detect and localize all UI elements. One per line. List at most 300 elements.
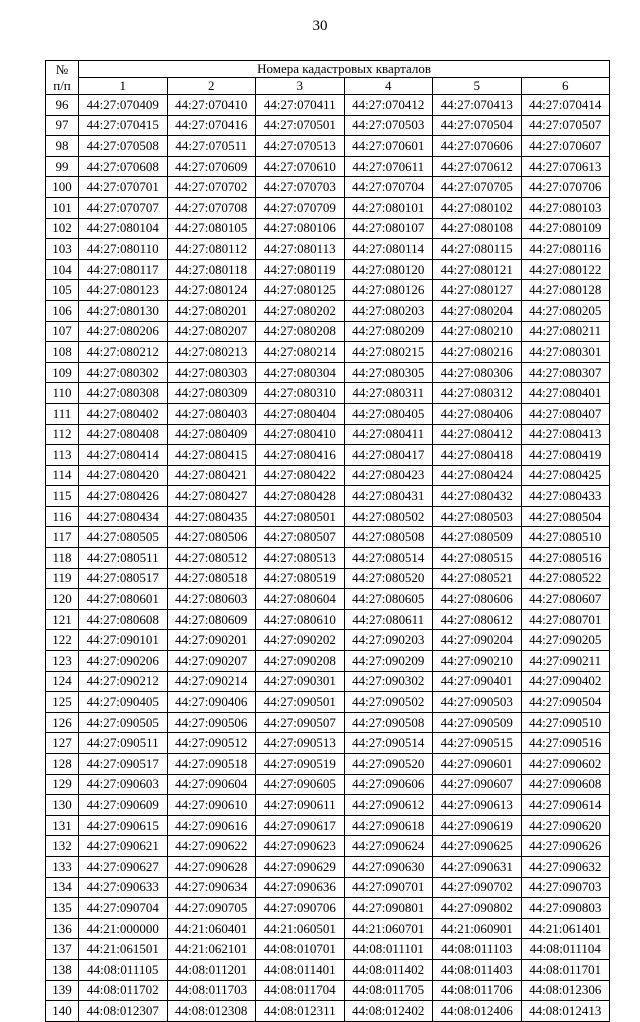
- row-number-cell: 128: [46, 754, 79, 775]
- cadastral-number-cell: 44:27:080414: [79, 445, 168, 466]
- table-row: [46, 877, 610, 898]
- cadastral-number-cell: 44:27:080103: [521, 197, 610, 218]
- cadastral-number-cell: 44:27:080435: [167, 506, 256, 527]
- table-row: [46, 136, 610, 157]
- cadastral-number-cell: 44:27:080424: [433, 465, 522, 486]
- cadastral-number-cell: 44:27:090802: [433, 898, 522, 919]
- cadastral-number-cell: 44:27:080606: [433, 589, 522, 610]
- cadastral-number-cell: 44:27:080427: [167, 486, 256, 507]
- table-row: [46, 465, 610, 486]
- cadastral-number-cell: 44:27:080502: [344, 506, 433, 527]
- row-number-cell: 96: [46, 95, 79, 116]
- cadastral-number-cell: 44:27:080407: [521, 403, 610, 424]
- table-row: [46, 774, 610, 795]
- cadastral-number-cell: 44:21:061401: [521, 918, 610, 939]
- cadastral-number-cell: 44:27:090623: [256, 836, 345, 857]
- cadastral-number-cell: 44:08:011703: [167, 980, 256, 1001]
- table-row: [46, 197, 610, 218]
- cadastral-number-cell: 44:27:090803: [521, 898, 610, 919]
- cadastral-number-cell: 44:27:080501: [256, 506, 345, 527]
- cadastral-number-cell: 44:27:080201: [167, 300, 256, 321]
- cadastral-number-cell: 44:27:070607: [521, 136, 610, 157]
- cadastral-number-cell: 44:27:090506: [167, 712, 256, 733]
- cadastral-number-cell: 44:27:090401: [433, 671, 522, 692]
- cadastral-number-cell: 44:27:080406: [433, 403, 522, 424]
- cadastral-number-cell: 44:27:080208: [256, 321, 345, 342]
- cadastral-number-cell: 44:27:080312: [433, 383, 522, 404]
- row-number-cell: 112: [46, 424, 79, 445]
- cadastral-number-cell: 44:27:080408: [79, 424, 168, 445]
- cadastral-number-cell: 44:27:080108: [433, 218, 522, 239]
- table-row: [46, 342, 610, 363]
- cadastral-number-cell: 44:27:080432: [433, 486, 522, 507]
- cadastral-number-cell: 44:08:011105: [79, 959, 168, 980]
- cadastral-number-cell: 44:27:070504: [433, 115, 522, 136]
- cadastral-number-cell: 44:27:090302: [344, 671, 433, 692]
- cadastral-number-cell: 44:27:080409: [167, 424, 256, 445]
- cadastral-number-cell: 44:27:080411: [344, 424, 433, 445]
- cadastral-number-cell: 44:27:090508: [344, 712, 433, 733]
- cadastral-number-cell: 44:27:090618: [344, 815, 433, 836]
- cadastral-number-cell: 44:27:080113: [256, 239, 345, 260]
- cadastral-number-cell: 44:27:090801: [344, 898, 433, 919]
- table-row: [46, 980, 610, 1001]
- row-number-cell: 105: [46, 280, 79, 301]
- table-row: [46, 918, 610, 939]
- cadastral-number-cell: 44:27:090615: [79, 815, 168, 836]
- cadastral-number-cell: 44:27:080101: [344, 197, 433, 218]
- cadastral-number-cell: 44:27:080513: [256, 548, 345, 569]
- cadastral-number-cell: 44:27:080415: [167, 445, 256, 466]
- row-number-cell: 103: [46, 239, 79, 260]
- cadastral-number-cell: 44:27:080205: [521, 300, 610, 321]
- cadastral-number-cell: 44:08:011402: [344, 959, 433, 980]
- column-number-header: 4: [344, 78, 433, 95]
- cadastral-number-cell: 44:27:070705: [433, 177, 522, 198]
- cadastral-number-cell: 44:08:011706: [433, 980, 522, 1001]
- table-row: [46, 568, 610, 589]
- cadastral-number-cell: 44:27:090613: [433, 795, 522, 816]
- cadastral-number-cell: 44:27:080522: [521, 568, 610, 589]
- cadastral-number-cell: 44:27:080124: [167, 280, 256, 301]
- cadastral-number-cell: 44:27:080120: [344, 259, 433, 280]
- row-number-cell: 115: [46, 486, 79, 507]
- table-row: [46, 239, 610, 260]
- cadastral-number-cell: 44:27:090616: [167, 815, 256, 836]
- cadastral-number-cell: 44:27:080125: [256, 280, 345, 301]
- cadastral-number-cell: 44:27:080609: [167, 609, 256, 630]
- cadastral-number-cell: 44:27:070701: [79, 177, 168, 198]
- cadastral-number-cell: 44:08:011201: [167, 959, 256, 980]
- row-number-cell: 98: [46, 136, 79, 157]
- cadastral-number-cell: 44:27:080610: [256, 609, 345, 630]
- cadastral-number-cell: 44:27:090405: [79, 692, 168, 713]
- cadastral-number-cell: 44:27:090505: [79, 712, 168, 733]
- cadastral-number-cell: 44:27:090619: [433, 815, 522, 836]
- cadastral-number-cell: 44:27:090622: [167, 836, 256, 857]
- cadastral-number-cell: 44:27:080212: [79, 342, 168, 363]
- cadastral-number-cell: 44:08:012307: [79, 1001, 168, 1022]
- cadastral-number-cell: 44:08:011101: [344, 939, 433, 960]
- cadastral-number-cell: 44:27:090514: [344, 733, 433, 754]
- cadastral-number-cell: 44:27:080126: [344, 280, 433, 301]
- cadastral-number-cell: 44:08:010701: [256, 939, 345, 960]
- row-number-cell: 106: [46, 300, 79, 321]
- table-row: [46, 651, 610, 672]
- cadastral-number-cell: 44:27:070414: [521, 95, 610, 116]
- cadastral-number-cell: 44:27:090702: [433, 877, 522, 898]
- cadastral-number-cell: 44:08:012413: [521, 1001, 610, 1022]
- table-row: [46, 609, 610, 630]
- cadastral-number-cell: 44:27:070703: [256, 177, 345, 198]
- cadastral-number-cell: 44:27:080507: [256, 527, 345, 548]
- cadastral-number-cell: 44:27:080426: [79, 486, 168, 507]
- cadastral-number-cell: 44:27:080305: [344, 362, 433, 383]
- cadastral-number-cell: 44:27:070508: [79, 136, 168, 157]
- column-number-header: 1: [79, 78, 168, 95]
- table-row: [46, 156, 610, 177]
- row-number-cell: 122: [46, 630, 79, 651]
- table-row: [46, 712, 610, 733]
- cadastral-number-cell: 44:27:080506: [167, 527, 256, 548]
- cadastral-number-cell: 44:27:080110: [79, 239, 168, 260]
- cadastral-number-cell: 44:27:080213: [167, 342, 256, 363]
- cadastral-number-cell: 44:21:060901: [433, 918, 522, 939]
- cadastral-number-cell: 44:27:090606: [344, 774, 433, 795]
- cadastral-number-cell: 44:27:080128: [521, 280, 610, 301]
- cadastral-number-cell: 44:27:080202: [256, 300, 345, 321]
- cadastral-number-cell: 44:27:070601: [344, 136, 433, 157]
- cadastral-number-cell: 44:27:090612: [344, 795, 433, 816]
- cadastral-number-cell: 44:27:090627: [79, 856, 168, 877]
- group-header: Номера кадастровых кварталов: [79, 61, 610, 78]
- cadastral-number-cell: 44:27:090516: [521, 733, 610, 754]
- cadastral-number-cell: 44:27:080518: [167, 568, 256, 589]
- cadastral-number-cell: 44:27:090631: [433, 856, 522, 877]
- row-number-cell: 138: [46, 959, 79, 980]
- cadastral-number-cell: 44:27:090208: [256, 651, 345, 672]
- cadastral-number-cell: 44:08:012406: [433, 1001, 522, 1022]
- cadastral-number-cell: 44:27:090601: [433, 754, 522, 775]
- cadastral-number-cell: 44:21:000000: [79, 918, 168, 939]
- cadastral-number-cell: 44:08:011702: [79, 980, 168, 1001]
- cadastral-number-cell: 44:27:080118: [167, 259, 256, 280]
- cadastral-number-cell: 44:27:080215: [344, 342, 433, 363]
- table-row: [46, 815, 610, 836]
- cadastral-number-cell: 44:27:080412: [433, 424, 522, 445]
- cadastral-number-cell: 44:27:080511: [79, 548, 168, 569]
- cadastral-number-cell: 44:27:090211: [521, 651, 610, 672]
- cadastral-number-cell: 44:27:070501: [256, 115, 345, 136]
- table-row: [46, 836, 610, 857]
- cadastral-number-cell: 44:27:090614: [521, 795, 610, 816]
- cadastral-number-cell: 44:27:080405: [344, 403, 433, 424]
- cadastral-number-cell: 44:27:080410: [256, 424, 345, 445]
- column-number-header: 6: [521, 78, 610, 95]
- cadastral-number-cell: 44:27:070511: [167, 136, 256, 157]
- cadastral-number-cell: 44:27:070609: [167, 156, 256, 177]
- cadastral-number-cell: 44:27:070503: [344, 115, 433, 136]
- table-row: [46, 671, 610, 692]
- cadastral-number-cell: 44:27:090636: [256, 877, 345, 898]
- table-body: [46, 95, 610, 1022]
- cadastral-number-cell: 44:27:080104: [79, 218, 168, 239]
- cadastral-number-cell: 44:27:090504: [521, 692, 610, 713]
- cadastral-number-cell: 44:27:090705: [167, 898, 256, 919]
- row-number-cell: 134: [46, 877, 79, 898]
- row-number-cell: 113: [46, 445, 79, 466]
- cadastral-number-cell: 44:27:080109: [521, 218, 610, 239]
- cadastral-number-cell: 44:21:060501: [256, 918, 345, 939]
- cadastral-number-cell: 44:27:080130: [79, 300, 168, 321]
- cadastral-number-cell: 44:27:080403: [167, 403, 256, 424]
- cadastral-number-cell: 44:27:080107: [344, 218, 433, 239]
- cadastral-number-cell: 44:27:080122: [521, 259, 610, 280]
- row-number-cell: 107: [46, 321, 79, 342]
- cadastral-number-cell: 44:27:080417: [344, 445, 433, 466]
- column-number-row: [46, 78, 610, 95]
- table-row: [46, 506, 610, 527]
- cadastral-number-cell: 44:08:011401: [256, 959, 345, 980]
- row-number-cell: 104: [46, 259, 79, 280]
- table-row: [46, 321, 610, 342]
- row-number-cell: 102: [46, 218, 79, 239]
- cadastral-number-cell: 44:27:080512: [167, 548, 256, 569]
- cadastral-number-cell: 44:27:080604: [256, 589, 345, 610]
- cadastral-number-cell: 44:27:080413: [521, 424, 610, 445]
- table-row: [46, 445, 610, 466]
- cadastral-number-cell: 44:27:080505: [79, 527, 168, 548]
- cadastral-number-cell: 44:27:090602: [521, 754, 610, 775]
- cadastral-number-cell: 44:27:080425: [521, 465, 610, 486]
- cadastral-number-cell: 44:27:080421: [167, 465, 256, 486]
- cadastral-number-cell: 44:27:090501: [256, 692, 345, 713]
- cadastral-number-cell: 44:27:090624: [344, 836, 433, 857]
- cadastral-number-cell: 44:08:011403: [433, 959, 522, 980]
- row-number-cell: 120: [46, 589, 79, 610]
- row-number-cell: 111: [46, 403, 79, 424]
- row-number-cell: 140: [46, 1001, 79, 1022]
- cadastral-number-cell: 44:27:090621: [79, 836, 168, 857]
- cadastral-number-cell: 44:27:080516: [521, 548, 610, 569]
- cadastral-number-cell: 44:27:080508: [344, 527, 433, 548]
- cadastral-number-cell: 44:27:090205: [521, 630, 610, 651]
- page-number: 30: [312, 18, 328, 34]
- row-number-header-sub: п/п: [53, 77, 71, 93]
- cadastral-number-cell: 44:27:090207: [167, 651, 256, 672]
- cadastral-number-cell: 44:27:080504: [521, 506, 610, 527]
- row-number-cell: 130: [46, 795, 79, 816]
- cadastral-number-cell: 44:27:080612: [433, 609, 522, 630]
- cadastral-number-cell: 44:27:090301: [256, 671, 345, 692]
- cadastral-number-cell: 44:27:090406: [167, 692, 256, 713]
- cadastral-number-cell: 44:27:080510: [521, 527, 610, 548]
- cadastral-number-cell: 44:27:080514: [344, 548, 433, 569]
- cadastral-number-cell: 44:27:080117: [79, 259, 168, 280]
- cadastral-number-cell: 44:27:090101: [79, 630, 168, 651]
- row-number-cell: 110: [46, 383, 79, 404]
- cadastral-number-cell: 44:27:080607: [521, 589, 610, 610]
- row-number-cell: 139: [46, 980, 79, 1001]
- cadastral-number-cell: 44:27:070411: [256, 95, 345, 116]
- cadastral-number-cell: 44:27:080521: [433, 568, 522, 589]
- cadastral-number-cell: 44:27:090610: [167, 795, 256, 816]
- cadastral-number-cell: 44:27:080310: [256, 383, 345, 404]
- table-row: [46, 589, 610, 610]
- table-row: [46, 95, 610, 116]
- cadastral-number-cell: 44:27:080608: [79, 609, 168, 630]
- row-number-cell: 97: [46, 115, 79, 136]
- row-number-cell: 117: [46, 527, 79, 548]
- cadastral-number-cell: 44:27:080605: [344, 589, 433, 610]
- cadastral-number-cell: 44:27:090206: [79, 651, 168, 672]
- cadastral-number-cell: 44:27:080216: [433, 342, 522, 363]
- row-number-cell: 114: [46, 465, 79, 486]
- cadastral-number-cell: 44:27:080428: [256, 486, 345, 507]
- table-row: [46, 486, 610, 507]
- table-row: [46, 959, 610, 980]
- cadastral-number-cell: 44:27:070709: [256, 197, 345, 218]
- cadastral-number-cell: 44:27:070410: [167, 95, 256, 116]
- cadastral-number-cell: 44:27:090512: [167, 733, 256, 754]
- cadastral-number-cell: 44:27:080127: [433, 280, 522, 301]
- cadastral-number-cell: 44:27:080211: [521, 321, 610, 342]
- cadastral-number-cell: 44:27:090701: [344, 877, 433, 898]
- cadastral-number-cell: 44:27:090209: [344, 651, 433, 672]
- cadastral-number-cell: 44:27:090626: [521, 836, 610, 857]
- column-number-header: 2: [167, 78, 256, 95]
- cadastral-number-cell: 44:27:080114: [344, 239, 433, 260]
- cadastral-number-cell: 44:27:090204: [433, 630, 522, 651]
- cadastral-number-cell: 44:27:080422: [256, 465, 345, 486]
- cadastral-number-cell: 44:27:080418: [433, 445, 522, 466]
- table-row: [46, 115, 610, 136]
- cadastral-number-cell: 44:27:080520: [344, 568, 433, 589]
- row-number-header-symbol: №: [55, 61, 69, 77]
- cadastral-number-cell: 44:27:080404: [256, 403, 345, 424]
- row-number-cell: 135: [46, 898, 79, 919]
- cadastral-number-cell: 44:08:011705: [344, 980, 433, 1001]
- row-number-cell: 136: [46, 918, 79, 939]
- cadastral-number-cell: 44:27:080434: [79, 506, 168, 527]
- cadastral-number-cell: 44:27:070702: [167, 177, 256, 198]
- cadastral-number-cell: 44:27:090517: [79, 754, 168, 775]
- cadastral-number-cell: 44:27:080306: [433, 362, 522, 383]
- row-number-cell: 125: [46, 692, 79, 713]
- cadastral-number-cell: 44:27:080207: [167, 321, 256, 342]
- cadastral-number-cell: 44:27:070409: [79, 95, 168, 116]
- cadastral-number-cell: 44:27:090617: [256, 815, 345, 836]
- cadastral-number-cell: 44:27:080304: [256, 362, 345, 383]
- cadastral-number-cell: 44:27:080515: [433, 548, 522, 569]
- cadastral-number-cell: 44:27:070704: [344, 177, 433, 198]
- cadastral-number-cell: 44:27:080112: [167, 239, 256, 260]
- row-number-cell: 131: [46, 815, 79, 836]
- cadastral-number-cell: 44:27:070608: [79, 156, 168, 177]
- table-row: [46, 280, 610, 301]
- cadastral-number-cell: 44:27:080519: [256, 568, 345, 589]
- row-number-cell: 121: [46, 609, 79, 630]
- table-row: [46, 403, 610, 424]
- cadastral-number-cell: 44:27:080302: [79, 362, 168, 383]
- row-number-cell: 137: [46, 939, 79, 960]
- cadastral-number-cell: 44:27:090628: [167, 856, 256, 877]
- cadastral-number-cell: 44:27:080401: [521, 383, 610, 404]
- cadastral-number-cell: 44:27:090609: [79, 795, 168, 816]
- cadastral-number-cell: 44:27:080509: [433, 527, 522, 548]
- cadastral-number-cell: 44:27:070416: [167, 115, 256, 136]
- cadastral-number-cell: 44:27:090513: [256, 733, 345, 754]
- table-row: [46, 548, 610, 569]
- cadastral-number-cell: 44:27:070412: [344, 95, 433, 116]
- cadastral-number-cell: 44:27:090632: [521, 856, 610, 877]
- cadastral-number-cell: 44:27:080307: [521, 362, 610, 383]
- cadastral-number-cell: 44:27:070708: [167, 197, 256, 218]
- cadastral-number-cell: 44:27:090608: [521, 774, 610, 795]
- cadastral-number-cell: 44:27:070507: [521, 115, 610, 136]
- cadastral-number-cell: 44:27:080308: [79, 383, 168, 404]
- cadastral-number-cell: 44:27:070413: [433, 95, 522, 116]
- table-row: [46, 939, 610, 960]
- cadastral-number-cell: 44:27:080115: [433, 239, 522, 260]
- cadastral-number-cell: 44:27:080106: [256, 218, 345, 239]
- table-row: [46, 630, 610, 651]
- row-number-cell: 129: [46, 774, 79, 795]
- table-row: [46, 795, 610, 816]
- row-number-cell: 127: [46, 733, 79, 754]
- cadastral-number-cell: 44:27:070513: [256, 136, 345, 157]
- cadastral-number-cell: 44:27:090503: [433, 692, 522, 713]
- cadastral-number-cell: 44:27:080311: [344, 383, 433, 404]
- cadastral-number-cell: 44:27:070613: [521, 156, 610, 177]
- cadastral-number-cell: 44:27:090611: [256, 795, 345, 816]
- column-number-header: 5: [433, 78, 522, 95]
- cadastral-number-cell: 44:27:080419: [521, 445, 610, 466]
- table-row: [46, 383, 610, 404]
- cadastral-number-cell: 44:27:090519: [256, 754, 345, 775]
- row-number-cell: 108: [46, 342, 79, 363]
- cadastral-number-cell: 44:27:080301: [521, 342, 610, 363]
- row-number-cell: 100: [46, 177, 79, 198]
- row-number-cell: 119: [46, 568, 79, 589]
- cadastral-number-cell: 44:27:070706: [521, 177, 610, 198]
- cadastral-number-cell: 44:27:080116: [521, 239, 610, 260]
- cadastral-number-cell: 44:27:080601: [79, 589, 168, 610]
- cadastral-number-cell: 44:27:090607: [433, 774, 522, 795]
- table-row: [46, 527, 610, 548]
- cadastral-number-cell: 44:27:090634: [167, 877, 256, 898]
- cadastral-number-cell: 44:27:080203: [344, 300, 433, 321]
- cadastral-number-cell: 44:27:090510: [521, 712, 610, 733]
- row-number-cell: 116: [46, 506, 79, 527]
- row-number-cell: 132: [46, 836, 79, 857]
- cadastral-number-cell: 44:27:080431: [344, 486, 433, 507]
- cadastral-number-cell: 44:27:070606: [433, 136, 522, 157]
- cadastral-number-cell: 44:27:090509: [433, 712, 522, 733]
- cadastral-number-cell: 44:27:090520: [344, 754, 433, 775]
- cadastral-number-cell: 44:08:011104: [521, 939, 610, 960]
- cadastral-number-cell: 44:27:080433: [521, 486, 610, 507]
- table-row: [46, 856, 610, 877]
- table-row: [46, 1001, 610, 1022]
- row-number-cell: 118: [46, 548, 79, 569]
- table-row: [46, 898, 610, 919]
- cadastral-number-cell: 44:27:090630: [344, 856, 433, 877]
- cadastral-number-cell: 44:27:090605: [256, 774, 345, 795]
- cadastral-number-cell: 44:27:080303: [167, 362, 256, 383]
- table-row: [46, 300, 610, 321]
- cadastral-number-cell: 44:27:080210: [433, 321, 522, 342]
